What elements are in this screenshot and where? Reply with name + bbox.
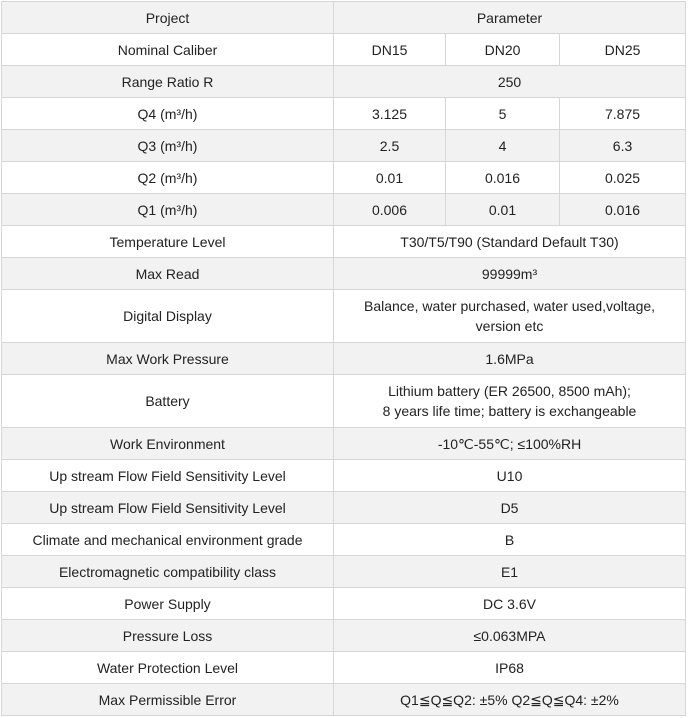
row-label: Battery [2,375,334,428]
row-label: Temperature Level [2,226,334,258]
row-label: Q2 (m³/h) [2,162,334,194]
header-parameter: Parameter [334,2,686,34]
cell-value: DN20 [446,34,560,66]
cell-value: IP68 [334,652,686,684]
cell-value: D5 [334,492,686,524]
cell-value: Balance, water purchased, water used,voltage, version etc [334,290,686,343]
table-header-row [2,2,686,34]
cell-value [334,375,686,428]
cell-value: 3.125 [334,98,446,130]
table-row [2,460,686,492]
row-label: Power Supply [2,588,334,620]
row-label: Q4 (m³/h) [2,98,334,130]
cell-value: 5 [446,98,560,130]
row-label: Q1 (m³/h) [2,194,334,226]
cell-value: 2.5 [334,130,446,162]
row-label: Max Work Pressure [2,343,334,375]
cell-value: 7.875 [560,98,686,130]
row-label: Q3 (m³/h) [2,130,334,162]
cell-value: T30/T5/T90 (Standard Default T30) [334,226,686,258]
row-label: Nominal Caliber [2,34,334,66]
row-label: Work Environment [2,428,334,460]
cell-value: DN25 [560,34,686,66]
cell-value: 0.01 [446,194,560,226]
spec-table [1,1,686,716]
table-row [2,684,686,716]
cell-value: 6.3 [560,130,686,162]
table-row [2,428,686,460]
table-row [2,556,686,588]
row-label: Up stream Flow Field Sensitivity Level [2,492,334,524]
row-label: Max Permissible Error [2,684,334,716]
table-row [2,620,686,652]
table-row [2,34,686,66]
table-row [2,226,686,258]
table-row [2,375,686,428]
cell-value: 0.006 [334,194,446,226]
table-row [2,162,686,194]
cell-value: B [334,524,686,556]
table-row [2,130,686,162]
cell-value: E1 [334,556,686,588]
cell-value: Q1≦Q≦Q2: ±5% Q2≦Q≦Q4: ±2% [334,684,686,716]
cell-value: ≤0.063MPA [334,620,686,652]
row-label: Electromagnetic compatibility class [2,556,334,588]
cell-value: U10 [334,460,686,492]
table-row [2,194,686,226]
cell-value: 99999m³ [334,258,686,290]
battery-line-2: 8 years life time; battery is exchangeable [382,403,637,419]
cell-value: 0.01 [334,162,446,194]
row-label: Water Protection Level [2,652,334,684]
cell-value: 250 [334,66,686,98]
battery-line-1: Lithium battery (ER 26500, 8500 mAh); [388,383,631,399]
row-label: Climate and mechanical environment grade [2,524,334,556]
cell-value: 0.016 [446,162,560,194]
table-row [2,98,686,130]
cell-value: 0.016 [560,194,686,226]
cell-value: 1.6MPa [334,343,686,375]
cell-value: DC 3.6V [334,588,686,620]
cell-value: 0.025 [560,162,686,194]
cell-value: 4 [446,130,560,162]
row-label: Pressure Loss [2,620,334,652]
table-row [2,290,686,343]
table-row [2,343,686,375]
table-row [2,492,686,524]
table-row [2,588,686,620]
cell-value: DN15 [334,34,446,66]
table-row [2,652,686,684]
cell-value: -10℃-55℃; ≤100%RH [334,428,686,460]
row-label: Max Read [2,258,334,290]
row-label: Up stream Flow Field Sensitivity Level [2,460,334,492]
table-row [2,258,686,290]
row-label: Range Ratio R [2,66,334,98]
table-row [2,66,686,98]
row-label: Digital Display [2,290,334,343]
header-project: Project [2,2,334,34]
table-row [2,524,686,556]
